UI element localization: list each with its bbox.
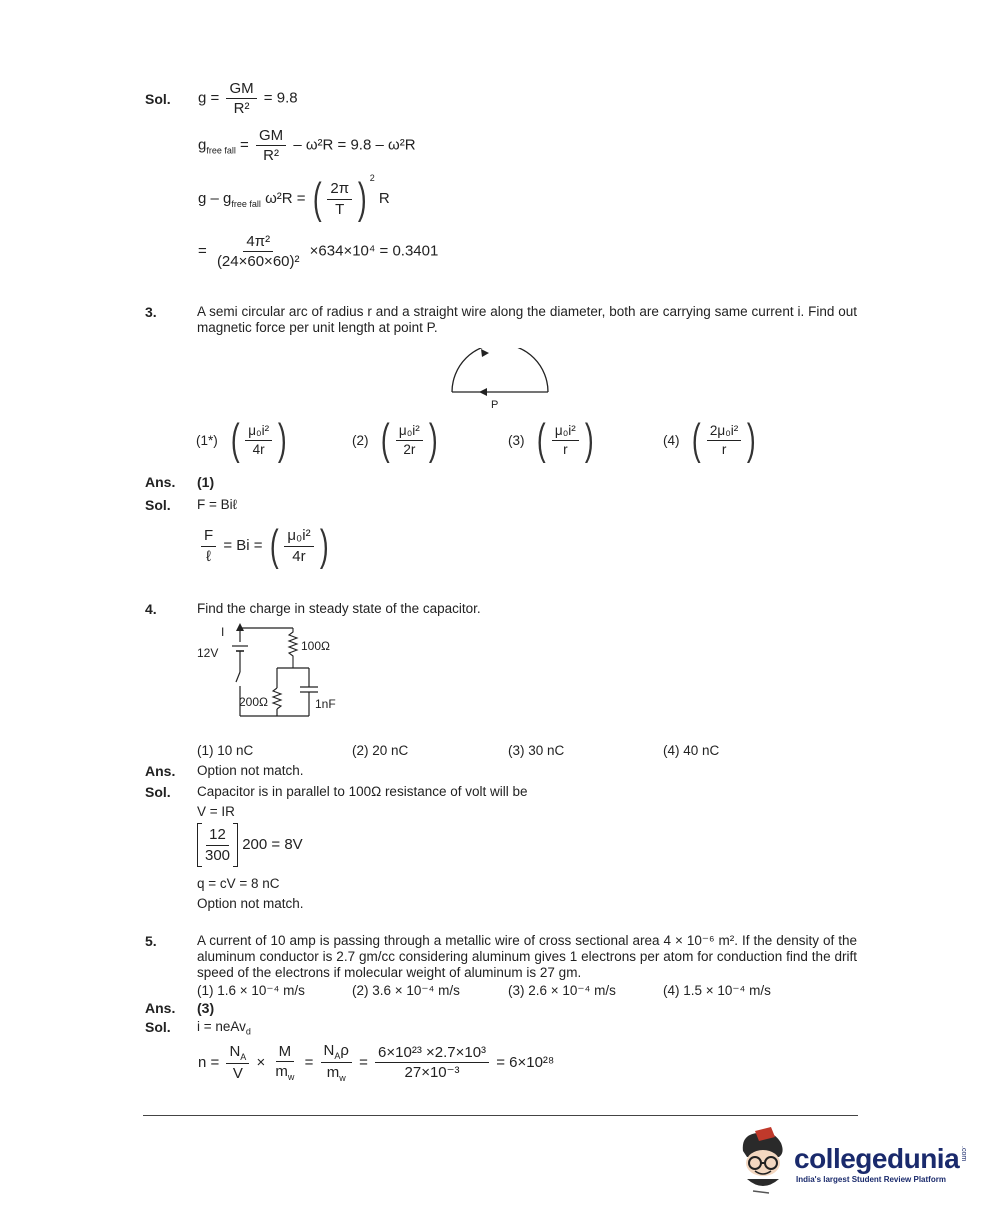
q5-option-2: (2) 3.6 × 10⁻⁴ m/s: [352, 983, 460, 998]
q5-option-1: (1) 1.6 × 10⁻⁴ m/s: [197, 983, 305, 998]
question-5-text: A current of 10 amp is passing through a metallic wire of cross sectional area 4 × 10⁻⁶ m². If the density of the aluminum conductor is 2.7 gm/cc considering aluminum gives 1 electrons per atom for conduction find the drift speed of the electrons if molecular weight of aluminum is 27 gm.: [197, 933, 857, 980]
q3-option-2: (2) ( $\frac{\text{μ₀i²}}{2r}$ ): [352, 415, 438, 464]
q3-sol-label: Sol.: [145, 497, 171, 513]
q4-option-4: (4) 40 nC: [663, 743, 720, 758]
q5-ans-label: Ans.: [145, 1000, 176, 1016]
current-label: I: [221, 625, 225, 639]
resistor-200-label: 200Ω: [239, 695, 268, 709]
q5-option-3: (3) 2.6 × 10⁻⁴ m/s: [508, 983, 616, 998]
semicircle-arc: [452, 348, 548, 392]
q3-ans-value: (1): [197, 474, 215, 490]
resistor-100: [289, 628, 297, 668]
q4-option-2: (2) 20 nC: [352, 743, 409, 758]
capacitor-label: 1nF: [315, 697, 336, 711]
q5-sol-equation: n = $\frac{N_A}{V}$ × $\frac{M}{m_w}$ = $\frac{N_A\rho}{m_w}$ = $\frac{\text{6×10²³ ×2.7×10³}}{\text{27×10⁻³}}$ = 6×10²⁸: [198, 1042, 555, 1084]
q4-sol-charge: q = cV = 8 nC: [197, 876, 280, 891]
question-3-text: A semi circular arc of radius r and a straight wire along the diameter, both are carrying same current i. Find out magnetic force per unit length at point P.: [197, 304, 857, 335]
circuit-figure: [195, 620, 355, 725]
current-arrow: [236, 623, 244, 631]
q3-sol-line2: $\frac{F}{\text{ℓ}}$ = Bi = ( $\frac{\text{μ₀i²}}{4r}$ ): [198, 524, 331, 568]
question-number-5: 5.: [145, 933, 157, 949]
q4-ans-label: Ans.: [145, 763, 176, 779]
sol-label: Sol.: [145, 91, 171, 107]
q4-option-1: (1) 10 nC: [197, 743, 254, 758]
footer-divider: [143, 1115, 858, 1116]
brand-tld: .com: [960, 1146, 967, 1162]
equation-result: = $\frac{\text{4π²}}{\text{(24×60×60)²}}$ ×634×10⁴ = 0.3401: [198, 233, 439, 271]
equation-g-free-fall: $g_{free fall}$ = $\frac{GM}{\text{R²}}$ – ω²R = 9.8 – ω²R: [198, 127, 416, 165]
point-p-label: P: [491, 399, 499, 411]
equation-g: g = $\frac{GM}{\text{R²}}$ = 9.8: [198, 80, 298, 118]
switch: [236, 672, 240, 682]
q4-sol-label: Sol.: [145, 784, 171, 800]
question-4-text: Find the charge in steady state of the capacitor.: [197, 601, 481, 616]
q3-option-3: (3) ( $\frac{\text{μ₀i²}}{r}$ ): [508, 415, 594, 464]
wire-arrow: [479, 388, 487, 396]
question-number-3: 3.: [145, 304, 157, 320]
q3-option-1: (1*) ( $\frac{\text{μ₀i²}}{4r}$ ): [196, 415, 287, 464]
resistor-200: [273, 688, 281, 709]
resistor-100-label: 100Ω: [301, 639, 330, 653]
q4-option-3: (3) 30 nC: [508, 743, 565, 758]
battery-label: 12V: [197, 646, 219, 660]
semicircle-figure: [445, 348, 555, 412]
arc-arrow: [481, 349, 489, 357]
q4-sol-end: Option not match.: [197, 896, 304, 911]
question-number-4: 4.: [145, 601, 157, 617]
q4-ans-value: Option not match.: [197, 763, 304, 778]
brand-name: collegedunia: [794, 1143, 960, 1174]
q3-sol-line1: F = Biℓ: [197, 497, 237, 512]
q5-sol-line1: i = neAv$_d$: [197, 1019, 251, 1037]
collegedunia-mascot-icon: [735, 1127, 791, 1197]
brand-tagline: India's largest Student Review Platform: [796, 1175, 946, 1184]
q4-sol-line2: V = IR: [197, 804, 235, 819]
q4-sol-line1: Capacitor is in parallel to 100Ω resistance of volt will be: [197, 784, 528, 799]
q5-ans-value: (3): [197, 1000, 215, 1016]
q5-sol-label: Sol.: [145, 1019, 171, 1035]
equation-difference: g – $g_{free fall}$ ω²R = ( $\frac{2\pi}{T}$ ) $^2$ R: [198, 172, 390, 223]
q5-option-4: (4) 1.5 × 10⁻⁴ m/s: [663, 983, 771, 998]
q4-sol-fraction: $\frac{12}{300}$ 200 = 8V: [197, 823, 303, 867]
q3-ans-label: Ans.: [145, 474, 176, 490]
q3-option-4: (4) ( $\frac{\text{2μ₀i²}}{r}$ ): [663, 415, 757, 464]
